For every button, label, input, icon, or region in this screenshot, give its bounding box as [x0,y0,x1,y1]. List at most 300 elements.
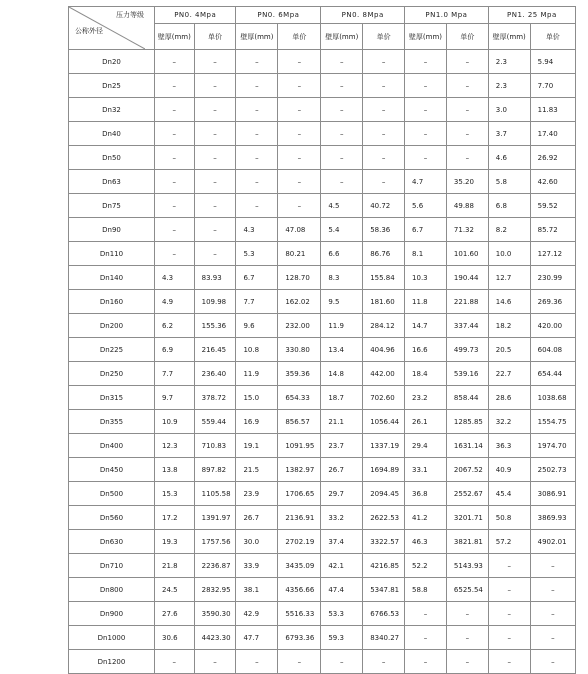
wall-thickness-cell: 4.3 [236,218,278,242]
wall-thickness-cell: – [236,170,278,194]
nominal-diameter-cell: Dn560 [69,506,155,530]
wall-thickness-cell: – [155,242,195,266]
wall-thickness-cell: 6.7 [236,266,278,290]
nominal-diameter-cell: Dn160 [69,290,155,314]
unit-price-cell: 1105.58 [194,482,236,506]
unit-price-cell: – [194,122,236,146]
unit-price-cell: – [363,50,405,74]
wall-thickness-cell: – [155,50,195,74]
wall-thickness-cell: – [321,170,363,194]
unit-price-cell: 710.83 [194,434,236,458]
unit-price-cell: – [363,74,405,98]
unit-price-cell: – [530,578,575,602]
wall-thickness-cell: 15.0 [236,386,278,410]
table-row [69,50,576,74]
wall-thickness-cell: – [488,650,530,674]
group-header-pn125: PN1. 25 Mpa [488,7,575,24]
unit-price-cell: 654.33 [278,386,321,410]
unit-price-cell: 654.44 [530,362,575,386]
wall-thickness-cell: – [321,122,363,146]
unit-price-cell: 2236.87 [194,554,236,578]
wall-thickness-cell: – [236,146,278,170]
wall-thickness-cell: 6.6 [321,242,363,266]
table-row [69,290,576,314]
wall-thickness-cell: 6.8 [488,194,530,218]
wall-thickness-cell: 47.4 [321,578,363,602]
unit-price-cell: 80.21 [278,242,321,266]
unit-price-cell: – [446,626,488,650]
nominal-diameter-cell: Dn1200 [69,650,155,674]
wall-thickness-cell: 37.4 [321,530,363,554]
nominal-diameter-cell: Dn32 [69,98,155,122]
wall-thickness-cell: 23.9 [236,482,278,506]
unit-price-cell: 284.12 [363,314,405,338]
wall-thickness-cell: 4.7 [405,170,447,194]
unit-price-cell: – [446,98,488,122]
unit-price-cell: 71.32 [446,218,488,242]
nominal-diameter-cell: Dn355 [69,410,155,434]
wall-thickness-cell: 50.8 [488,506,530,530]
table-row [69,242,576,266]
unit-price-cell: 2832.95 [194,578,236,602]
wall-thickness-cell: 9.5 [321,290,363,314]
nominal-diameter-cell: Dn50 [69,146,155,170]
unit-price-cell: 40.72 [363,194,405,218]
wall-thickness-cell: 13.4 [321,338,363,362]
wall-thickness-cell: 19.1 [236,434,278,458]
table-row [69,170,576,194]
unit-price-cell: – [278,122,321,146]
unit-price-cell: – [446,50,488,74]
unit-price-cell: 4356.66 [278,578,321,602]
wall-thickness-cell: 6.9 [155,338,195,362]
unit-price-cell: 269.36 [530,290,575,314]
wall-thickness-cell: – [236,122,278,146]
wall-thickness-cell: 2.3 [488,50,530,74]
wall-thickness-cell: 6.2 [155,314,195,338]
wall-thickness-cell: 42.1 [321,554,363,578]
unit-price-cell: 1285.85 [446,410,488,434]
unit-price-cell: 128.70 [278,266,321,290]
table-row [69,410,576,434]
wall-thickness-cell: 10.9 [155,410,195,434]
unit-price-cell: 3435.09 [278,554,321,578]
unit-price-cell: 702.60 [363,386,405,410]
group-header-pn08: PN0. 8Mpa [321,7,405,24]
unit-price-cell: 1056.44 [363,410,405,434]
unit-price-cell: 604.08 [530,338,575,362]
unit-price-cell: 1382.97 [278,458,321,482]
nominal-diameter-cell: Dn250 [69,362,155,386]
wall-thickness-cell: 29.7 [321,482,363,506]
wall-thickness-cell: – [488,578,530,602]
table-row [69,266,576,290]
subheader-wall-thickness: 壁厚(mm) [155,24,195,50]
unit-price-cell: – [194,218,236,242]
unit-price-cell: 8340.27 [363,626,405,650]
wall-thickness-cell: 16.9 [236,410,278,434]
wall-thickness-cell: – [405,626,447,650]
wall-thickness-cell: 5.4 [321,218,363,242]
unit-price-cell: 858.44 [446,386,488,410]
unit-price-cell: 1694.89 [363,458,405,482]
unit-price-cell: 1706.65 [278,482,321,506]
wall-thickness-cell: 45.4 [488,482,530,506]
nominal-diameter-cell: Dn140 [69,266,155,290]
unit-price-cell: 337.44 [446,314,488,338]
unit-price-cell: – [278,170,321,194]
unit-price-cell: 856.57 [278,410,321,434]
wall-thickness-cell: 2.3 [488,74,530,98]
unit-price-cell: – [194,650,236,674]
unit-price-cell: 330.80 [278,338,321,362]
table-row [69,98,576,122]
subheader-unit-price: 单价 [530,24,575,50]
wall-thickness-cell: – [155,218,195,242]
wall-thickness-cell: 19.3 [155,530,195,554]
table-row [69,434,576,458]
unit-price-cell: 1391.97 [194,506,236,530]
nominal-diameter-cell: Dn1000 [69,626,155,650]
wall-thickness-cell: – [236,98,278,122]
unit-price-cell: 7.70 [530,74,575,98]
wall-thickness-cell: – [236,650,278,674]
wall-thickness-cell: 42.9 [236,602,278,626]
table-row [69,458,576,482]
unit-price-cell: 1631.14 [446,434,488,458]
unit-price-cell: 1091.95 [278,434,321,458]
nominal-diameter-cell: Dn710 [69,554,155,578]
nominal-diameter-cell: Dn225 [69,338,155,362]
unit-price-cell: 83.93 [194,266,236,290]
wall-thickness-cell: 3.7 [488,122,530,146]
unit-price-cell: 5.94 [530,50,575,74]
unit-price-cell: – [194,170,236,194]
wall-thickness-cell: 22.7 [488,362,530,386]
subheader-unit-price: 单价 [278,24,321,50]
wall-thickness-cell: 32.2 [488,410,530,434]
unit-price-cell: – [278,50,321,74]
table-row [69,74,576,98]
wall-thickness-cell: 13.8 [155,458,195,482]
unit-price-cell: 42.60 [530,170,575,194]
unit-price-cell: 420.00 [530,314,575,338]
wall-thickness-cell: 12.3 [155,434,195,458]
unit-price-cell: 49.88 [446,194,488,218]
wall-thickness-cell: 11.9 [236,362,278,386]
nominal-diameter-cell: Dn110 [69,242,155,266]
unit-price-cell: 11.83 [530,98,575,122]
wall-thickness-cell: 29.4 [405,434,447,458]
unit-price-cell: – [363,98,405,122]
wall-thickness-cell: – [405,98,447,122]
wall-thickness-cell: 26.1 [405,410,447,434]
wall-thickness-cell: 36.3 [488,434,530,458]
unit-price-cell: 2622.53 [363,506,405,530]
subheader-wall-thickness: 壁厚(mm) [321,24,363,50]
unit-price-cell: – [530,626,575,650]
group-header-pn06: PN0. 6Mpa [236,7,321,24]
wall-thickness-cell: 30.0 [236,530,278,554]
unit-price-cell: 1038.68 [530,386,575,410]
wall-thickness-cell: 9.7 [155,386,195,410]
wall-thickness-cell: 6.7 [405,218,447,242]
unit-price-cell: – [446,74,488,98]
wall-thickness-cell: 30.6 [155,626,195,650]
wall-thickness-cell: 26.7 [321,458,363,482]
wall-thickness-cell: – [155,650,195,674]
unit-price-cell: – [278,194,321,218]
wall-thickness-cell: – [155,170,195,194]
wall-thickness-cell: 11.9 [321,314,363,338]
unit-price-cell: 404.96 [363,338,405,362]
wall-thickness-cell: 40.9 [488,458,530,482]
table-row [69,338,576,362]
unit-price-cell: 5143.93 [446,554,488,578]
unit-price-cell: 442.00 [363,362,405,386]
table-row [69,362,576,386]
unit-price-cell: 2502.73 [530,458,575,482]
unit-price-cell: 1757.56 [194,530,236,554]
wall-thickness-cell: 4.9 [155,290,195,314]
wall-thickness-cell: 7.7 [155,362,195,386]
wall-thickness-cell: 33.1 [405,458,447,482]
table-row [69,578,576,602]
wall-thickness-cell: – [236,50,278,74]
unit-price-cell: – [194,194,236,218]
wall-thickness-cell: 36.8 [405,482,447,506]
wall-thickness-cell: 11.8 [405,290,447,314]
wall-thickness-cell: – [488,554,530,578]
wall-thickness-cell: 12.7 [488,266,530,290]
wall-thickness-cell: – [405,74,447,98]
wall-thickness-cell: 18.4 [405,362,447,386]
nominal-diameter-cell: Dn450 [69,458,155,482]
subheader-wall-thickness: 壁厚(mm) [236,24,278,50]
wall-thickness-cell: 23.2 [405,386,447,410]
unit-price-cell: 2702.19 [278,530,321,554]
wall-thickness-cell: 4.6 [488,146,530,170]
group-header-pn04: PN0. 4Mpa [155,7,236,24]
wall-thickness-cell: 8.2 [488,218,530,242]
wall-thickness-cell: 28.6 [488,386,530,410]
wall-thickness-cell: 52.2 [405,554,447,578]
wall-thickness-cell: – [155,194,195,218]
unit-price-cell: 58.36 [363,218,405,242]
unit-price-cell: – [194,98,236,122]
unit-price-cell: 4423.30 [194,626,236,650]
nominal-diameter-cell: Dn630 [69,530,155,554]
unit-price-cell: 359.36 [278,362,321,386]
wall-thickness-cell: – [155,98,195,122]
unit-price-cell: 216.45 [194,338,236,362]
unit-price-cell: – [363,122,405,146]
unit-price-cell: 559.44 [194,410,236,434]
wall-thickness-cell: 14.8 [321,362,363,386]
unit-price-cell: – [278,146,321,170]
nominal-diameter-cell: Dn63 [69,170,155,194]
nominal-diameter-cell: Dn500 [69,482,155,506]
unit-price-cell: – [194,242,236,266]
unit-price-cell: 6793.36 [278,626,321,650]
wall-thickness-cell: 5.6 [405,194,447,218]
unit-price-cell: – [363,170,405,194]
wall-thickness-cell: 18.2 [488,314,530,338]
table-row [69,626,576,650]
table-row [69,314,576,338]
unit-price-cell: 1554.75 [530,410,575,434]
wall-thickness-cell: 10.8 [236,338,278,362]
wall-thickness-cell: 4.5 [321,194,363,218]
subheader-wall-thickness: 壁厚(mm) [405,24,447,50]
unit-price-cell: 47.08 [278,218,321,242]
unit-price-cell: 162.02 [278,290,321,314]
wall-thickness-cell: 10.3 [405,266,447,290]
unit-price-cell: 236.40 [194,362,236,386]
unit-price-cell: 3590.30 [194,602,236,626]
wall-thickness-cell: – [155,146,195,170]
unit-price-cell: 2094.45 [363,482,405,506]
nominal-diameter-cell: Dn75 [69,194,155,218]
wall-thickness-cell: – [321,74,363,98]
wall-thickness-cell: 38.1 [236,578,278,602]
wall-thickness-cell: 8.3 [321,266,363,290]
wall-thickness-cell: – [155,74,195,98]
table-row [69,506,576,530]
wall-thickness-cell: 10.0 [488,242,530,266]
unit-price-cell: 26.92 [530,146,575,170]
unit-price-cell: 127.12 [530,242,575,266]
nominal-diameter-cell: Dn315 [69,386,155,410]
wall-thickness-cell: – [488,626,530,650]
table-row [69,218,576,242]
wall-thickness-cell: 8.1 [405,242,447,266]
nominal-diameter-cell: Dn400 [69,434,155,458]
pressure-class-label: 压力等级 [116,11,144,19]
wall-thickness-cell: 4.3 [155,266,195,290]
unit-price-cell: – [278,74,321,98]
wall-thickness-cell: 33.2 [321,506,363,530]
wall-thickness-cell: – [236,74,278,98]
wall-thickness-cell: 53.3 [321,602,363,626]
wall-thickness-cell: – [405,50,447,74]
wall-thickness-cell: 47.7 [236,626,278,650]
wall-thickness-cell: – [405,122,447,146]
unit-price-cell: 3821.81 [446,530,488,554]
unit-price-cell: 2136.91 [278,506,321,530]
corner-header-cell [69,7,155,50]
wall-thickness-cell: 33.9 [236,554,278,578]
subheader-unit-price: 单价 [446,24,488,50]
unit-price-cell: – [446,650,488,674]
wall-thickness-cell: 21.8 [155,554,195,578]
unit-price-cell: 86.76 [363,242,405,266]
unit-price-cell: 59.52 [530,194,575,218]
unit-price-cell: – [446,122,488,146]
subheader-wall-thickness: 壁厚(mm) [488,24,530,50]
unit-price-cell: – [530,602,575,626]
unit-price-cell: 85.72 [530,218,575,242]
group-header-pn10: PN1.0 Mpa [405,7,489,24]
unit-price-cell: 155.84 [363,266,405,290]
wall-thickness-cell: 24.5 [155,578,195,602]
wall-thickness-cell: 57.2 [488,530,530,554]
unit-price-cell: 378.72 [194,386,236,410]
unit-price-cell: 3322.57 [363,530,405,554]
table-row [69,386,576,410]
wall-thickness-cell: 14.6 [488,290,530,314]
wall-thickness-cell: 14.7 [405,314,447,338]
nominal-diameter-cell: Dn200 [69,314,155,338]
nominal-diameter-cell: Dn25 [69,74,155,98]
wall-thickness-cell: 9.6 [236,314,278,338]
wall-thickness-cell: 5.8 [488,170,530,194]
table-row [69,650,576,674]
wall-thickness-cell: 16.6 [405,338,447,362]
table-row [69,602,576,626]
unit-price-cell: 230.99 [530,266,575,290]
unit-price-cell: 3086.91 [530,482,575,506]
unit-price-cell: 4216.85 [363,554,405,578]
table-row [69,482,576,506]
unit-price-cell: 5347.81 [363,578,405,602]
unit-price-cell: – [363,146,405,170]
subheader-unit-price: 单价 [194,24,236,50]
unit-price-cell: 897.82 [194,458,236,482]
table-row [69,122,576,146]
unit-price-cell: 539.16 [446,362,488,386]
wall-thickness-cell: – [405,146,447,170]
wall-thickness-cell: 5.3 [236,242,278,266]
wall-thickness-cell: – [155,122,195,146]
wall-thickness-cell: – [321,50,363,74]
unit-price-cell: 181.60 [363,290,405,314]
unit-price-cell: 5516.33 [278,602,321,626]
unit-price-cell: 2552.67 [446,482,488,506]
wall-thickness-cell: – [405,602,447,626]
unit-price-cell: – [446,146,488,170]
unit-price-cell: 499.73 [446,338,488,362]
nominal-diameter-cell: Dn800 [69,578,155,602]
wall-thickness-cell: – [405,650,447,674]
wall-thickness-cell: 3.0 [488,98,530,122]
table-row [69,146,576,170]
unit-price-cell: 6525.54 [446,578,488,602]
wall-thickness-cell: – [488,602,530,626]
wall-thickness-cell: 7.7 [236,290,278,314]
wall-thickness-cell: 17.2 [155,506,195,530]
wall-thickness-cell: 46.3 [405,530,447,554]
nominal-diameter-cell: Dn900 [69,602,155,626]
unit-price-cell: – [194,146,236,170]
unit-price-cell: 35.20 [446,170,488,194]
wall-thickness-cell: 59.3 [321,626,363,650]
wall-thickness-cell: 27.6 [155,602,195,626]
unit-price-cell: – [530,650,575,674]
wall-thickness-cell: – [236,194,278,218]
table-row [69,554,576,578]
nominal-diameter-cell: Dn40 [69,122,155,146]
wall-thickness-cell: – [321,146,363,170]
table-row [69,194,576,218]
unit-price-cell: 101.60 [446,242,488,266]
unit-price-cell: 3201.71 [446,506,488,530]
wall-thickness-cell: 21.1 [321,410,363,434]
unit-price-cell: – [278,650,321,674]
unit-price-cell: 3869.93 [530,506,575,530]
unit-price-cell: 4902.01 [530,530,575,554]
wall-thickness-cell: 41.2 [405,506,447,530]
